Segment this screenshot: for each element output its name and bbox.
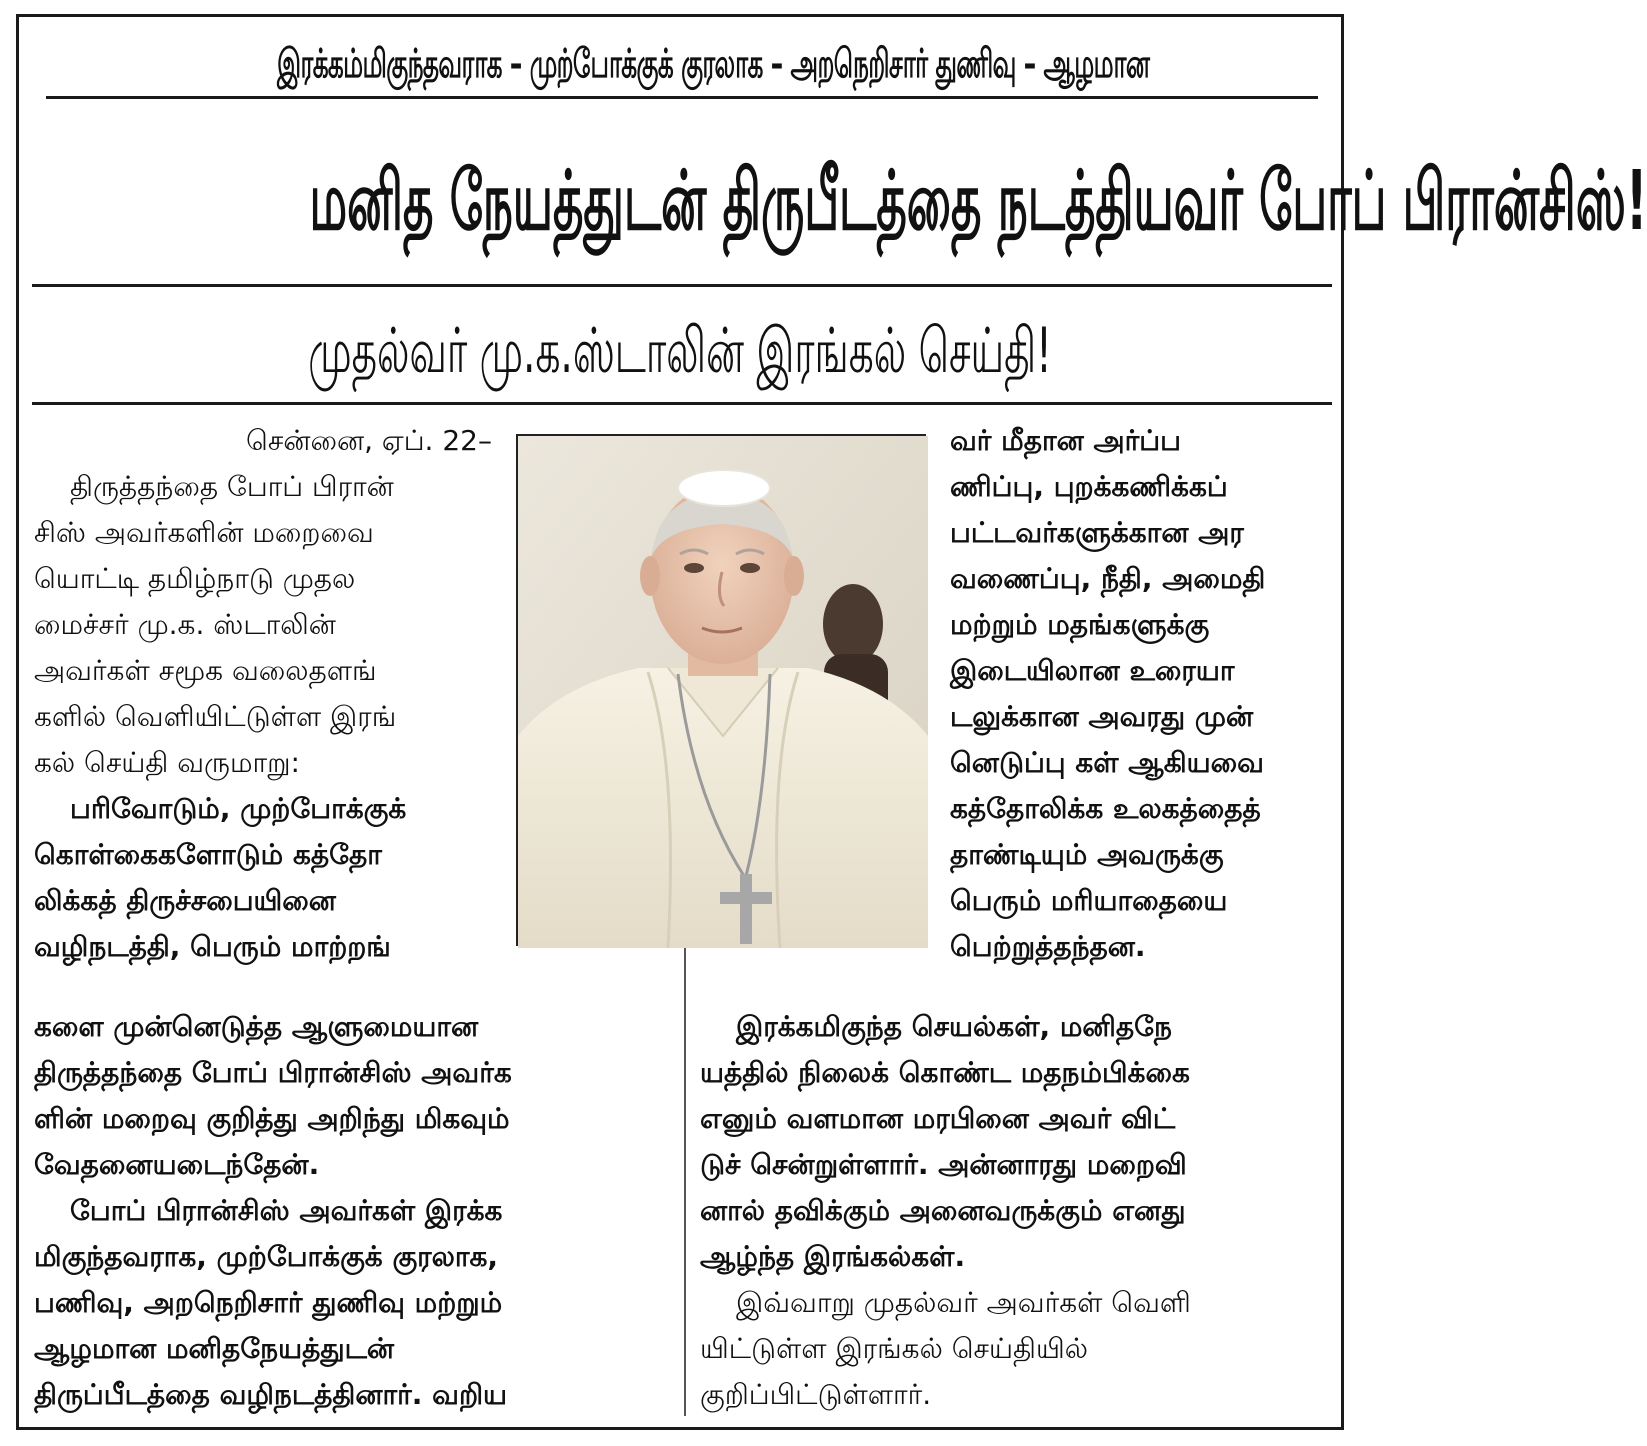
article-line: வேதனையடைந்தேன். xyxy=(34,1148,320,1181)
subheadline: முதல்வர் மு.க.ஸ்டாலின் இரங்கல் செய்தி! xyxy=(308,314,1052,387)
article-line: வழிநடத்தி, பெரும் மாற்றங் xyxy=(34,930,391,963)
article-line: திருத்தந்தை போப் பிரான்சிஸ் அவர்க xyxy=(34,1056,512,1089)
article-line: டுச் சென்றுள்ளார். அன்னாரது மறைவி xyxy=(700,1148,1187,1181)
article-line: இரக்கமிகுந்த செயல்கள், மனிதநே xyxy=(736,1010,1172,1043)
article-line: களில் வெளியிட்டுள்ள இரங் xyxy=(34,700,397,733)
right-column-lower xyxy=(700,1004,1334,1418)
article-line: சென்னை, ஏப். 22– xyxy=(246,424,492,457)
article-line: பணிவு, அறநெறிசார் துணிவு மற்றும் xyxy=(34,1286,503,1319)
article-line: அவர்கள் சமூக வலைதளங் xyxy=(34,654,377,687)
article-line: பெரும் மரியாதையை xyxy=(950,884,1228,917)
kicker-underline xyxy=(46,96,1318,99)
article-line: மிகுந்தவராக, முற்போக்குக் குரலாக, xyxy=(34,1240,499,1273)
article-line: பெற்றுத்தந்தன. xyxy=(950,930,1146,963)
article-line: இவ்வாறு முதல்வர் அவர்கள் வெளி xyxy=(736,1286,1191,1319)
headline: மனித நேயத்துடன் திருபீடத்தை நடத்தியவர் போப் பிரான்சிஸ்! xyxy=(309,154,1647,249)
column-divider xyxy=(684,948,686,1416)
article-line: னால் தவிக்கும் அனைவருக்கும் எனது xyxy=(700,1194,1186,1227)
article-line: யொட்டி தமிழ்நாடு முதல xyxy=(34,562,356,595)
article-line: பரிவோடும், முற்போக்குக் xyxy=(70,792,407,825)
article-line: டலுக்கான அவரது முன் xyxy=(950,700,1254,733)
rule-top xyxy=(32,284,1332,287)
article-line: இடையிலான உரையா xyxy=(950,654,1235,687)
article-line: குறிப்பிட்டுள்ளார். xyxy=(700,1378,932,1411)
article-line: வணைப்பு, நீதி, அமைதி xyxy=(950,562,1266,595)
article-line: யிட்டுள்ள இரங்கல் செய்தியில் xyxy=(700,1332,1088,1365)
article-line: கத்தோலிக்க உலகத்தைத் xyxy=(950,792,1261,825)
article-line: சிஸ் அவர்களின் மறைவை xyxy=(34,516,374,549)
article-line: வர் மீதான அர்ப்ப xyxy=(950,424,1181,457)
article-line: ஆழமான மனிதநேயத்துடன் xyxy=(34,1332,395,1365)
article-line: களை முன்னெடுத்த ஆளுமையான xyxy=(34,1010,479,1043)
article-line: னெடுப்பு கள் ஆகியவை xyxy=(950,746,1264,779)
pope-photo xyxy=(516,434,926,946)
article-line: எனும் வளமான மரபினை அவர் விட் xyxy=(700,1102,1176,1135)
article-line: ளின் மறைவு குறித்து அறிந்து மிகவும் xyxy=(34,1102,510,1135)
article-line: திருப்பீடத்தை வழிநடத்தினார். வறிய xyxy=(34,1378,508,1411)
article-line: போப் பிரான்சிஸ் அவர்கள் இரக்க xyxy=(70,1194,503,1227)
article-line: கல் செய்தி வருமாறு: xyxy=(34,746,300,779)
rule-bottom xyxy=(32,402,1332,405)
article-line: தாண்டியும் அவருக்கு xyxy=(950,838,1224,871)
left-column-upper xyxy=(34,418,492,970)
article-line: லிக்கத் திருச்சபையினை xyxy=(34,884,336,917)
article-line: கொள்கைகளோடும் கத்தோ xyxy=(34,838,382,871)
kicker-text: இரக்கம்மிகுந்தவராக – முற்போக்குக் குரலாக – அறநெறிசார் துணிவு – ஆழமான xyxy=(277,41,1150,87)
article-line: ஆழ்ந்த இரங்கல்கள். xyxy=(700,1240,966,1273)
article-line: மைச்சர் மு.க. ஸ்டாலின் xyxy=(34,608,336,641)
article-line: பட்டவர்களுக்கான அர xyxy=(950,516,1244,549)
right-column-upper xyxy=(950,418,1334,970)
article-line: ணிப்பு, புறக்கணிக்கப் xyxy=(950,470,1228,503)
left-column-lower xyxy=(34,1004,666,1418)
pope-portrait-image xyxy=(518,436,928,948)
article-line: திருத்தந்தை போப் பிரான் xyxy=(70,470,394,503)
article-line: மற்றும் மதங்களுக்கு xyxy=(950,608,1210,641)
article-line: யத்தில் நிலைக் கொண்ட மதநம்பிக்கை xyxy=(700,1056,1190,1089)
